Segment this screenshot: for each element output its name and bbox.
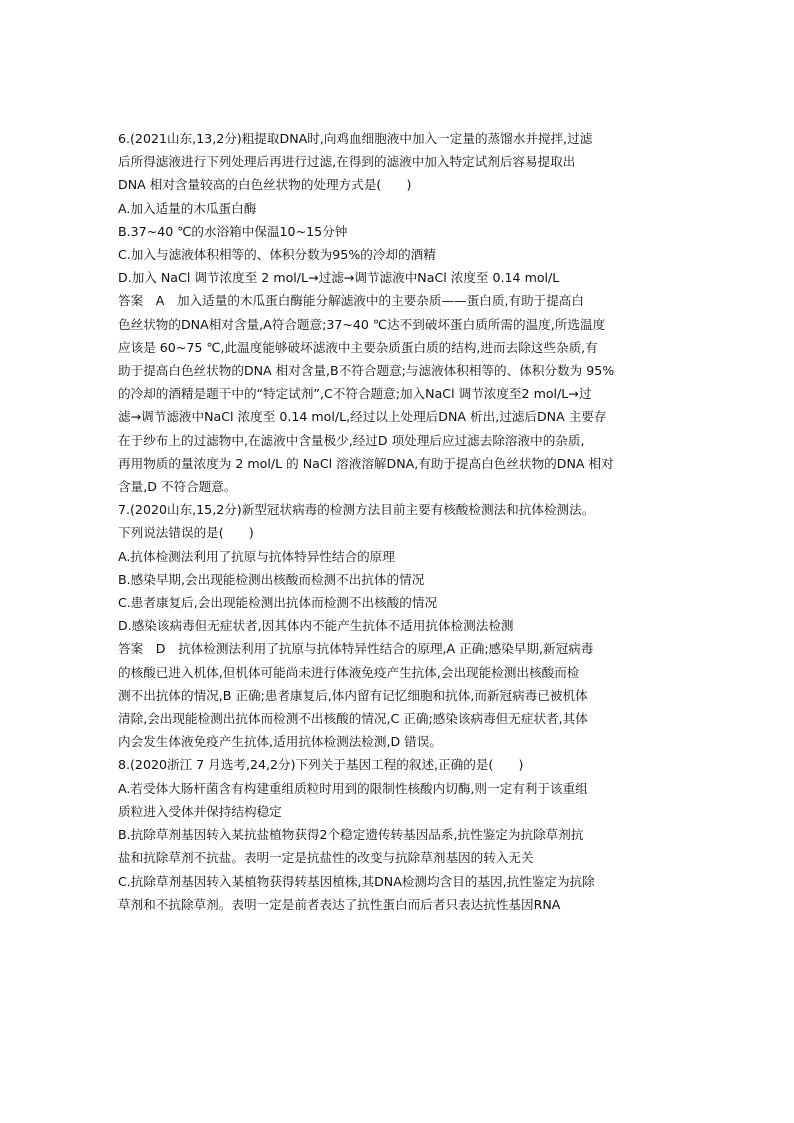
question-stem-line: DNA 相对含量较高的白色丝状物的处理方式是( ) — [118, 177, 412, 193]
answer-line: 内会发生体液免疫产生抗体,适用抗体检测法检测,D 错误。 — [118, 734, 442, 750]
answer-line: 的冷却的酒精是题干中的“特定试剂”,C不符合题意;加入NaCl 调节浓度至2 mol/L→过 — [118, 386, 592, 402]
question-7 — [118, 498, 684, 753]
question-stem-line: 7.(2020山东,15,2分)新型冠状病毒的检测方法目前主要有核酸检测法和抗体检测法。 — [118, 502, 595, 518]
option-d: D.感染该病毒但无症状者,因其体内不能产生抗体不适用抗体检测法检测 — [118, 618, 514, 634]
answer-line: 含量,D 不符合题意。 — [118, 479, 237, 495]
option-c-continued: 草剂和不抗除草剂。表明一定是前者表达了抗性蛋白而后者只表达抗性基因RNA — [118, 896, 561, 912]
question-stem-line: 下列说法错误的是( ) — [118, 525, 254, 541]
answer-line: 再用物质的量浓度为 2 mol/L 的 NaCl 溶液溶解DNA,有助于提高白色丝状物的DNA 相对 — [118, 455, 614, 471]
option-c: C.加入与滤液体积相等的、体积分数为95%的冷却的酒精 — [118, 247, 436, 263]
option-c: C.抗除草剂基因转入某植物获得转基因植株,其DNA检测均含目的基因,抗性鉴定为抗除 — [118, 873, 595, 889]
option-c: C.患者康复后,会出现能检测出抗体而检测不出核酸的情况 — [118, 595, 438, 611]
answer-line: 清除,会出现能检测出抗体而检测不出核酸的情况,C 正确;感染该病毒但无症状者,其体 — [118, 711, 588, 727]
answer-line: 的核酸已进入机体,但机体可能尚未进行体液免疫产生抗体,会出现能检测出核酸而检 — [118, 664, 580, 680]
question-6 — [118, 127, 684, 498]
option-b: B.37~40 ℃的水浴箱中保温10~15分钟 — [118, 223, 348, 239]
answer-line: 测不出抗体的情况,B 正确;患者康复后,体内留有记忆细胞和抗体,而新冠病毒已被机体 — [118, 687, 588, 703]
document-page — [118, 127, 684, 916]
option-a: A.抗体检测法利用了抗原与抗体特异性结合的原理 — [118, 548, 395, 564]
question-stem-line: 8.(2020浙江 7 月选考,24,2分)下列关于基因工程的叙述,正确的是( ) — [118, 757, 524, 773]
answer-line: 滤→调节滤液中NaCl 浓度至 0.14 mol/L,经过以上处理后DNA 析出,过滤后DNA 主要存 — [118, 409, 607, 425]
answer-line: 应该是 60~75 ℃,此温度能够破坏滤液中主要杂质蛋白质的结构,进而去除这些杂质,有 — [118, 339, 598, 355]
answer-line: 助于提高白色丝状物的DNA 相对含量,B不符合题意;与滤液体积相等的、体积分数为 95% — [118, 363, 615, 379]
option-a: A.若受体大肠杆菌含有构建重组质粒时用到的限制性核酸内切酶,则一定有利于该重组 — [118, 780, 588, 796]
option-a: A.加入适量的木瓜蛋白酶 — [118, 200, 257, 216]
question-8 — [118, 753, 684, 915]
answer-line: 答案 A 加入适量的木瓜蛋白酶能分解滤液中的主要杂质——蛋白质,有助于提高白 — [118, 293, 584, 309]
option-b-continued: 盐和抗除草剂不抗盐。表明一定是抗盐性的改变与抗除草剂基因的转入无关 — [118, 850, 534, 866]
answer-line: 在于纱布上的过滤物中,在滤液中含量极少,经过D 项处理后应过滤去除溶液中的杂质, — [118, 432, 585, 448]
option-a-continued: 质粒进入受体并保持结构稳定 — [118, 803, 282, 819]
option-d: D.加入 NaCl 调节浓度至 2 mol/L→过滤→调节滤液中NaCl 浓度至 0.14 mol/L — [118, 270, 560, 286]
option-b: B.感染早期,会出现能检测出核酸而检测不出抗体的情况 — [118, 571, 425, 587]
question-stem-line: 6.(2021山东,13,2分)粗提取DNA时,向鸡血细胞液中加入一定量的蒸馏水并搅拌,过滤 — [118, 131, 593, 146]
answer-line: 答案 D 抗体检测法利用了抗原与抗体特异性结合的原理,A 正确;感染早期,新冠病毒 — [118, 641, 594, 657]
answer-line: 色丝状物的DNA相对含量,A符合题意;37~40 ℃达不到破坏蛋白质所需的温度,所选温度 — [118, 316, 606, 332]
question-stem-line: 后所得滤液进行下列处理后再进行过滤,在得到的滤液中加入特定试剂后容易提取出 — [118, 154, 576, 170]
option-b: B.抗除草剂基因转入某抗盐植物获得2个稳定遗传转基因品系,抗性鉴定为抗除草剂抗 — [118, 827, 584, 843]
